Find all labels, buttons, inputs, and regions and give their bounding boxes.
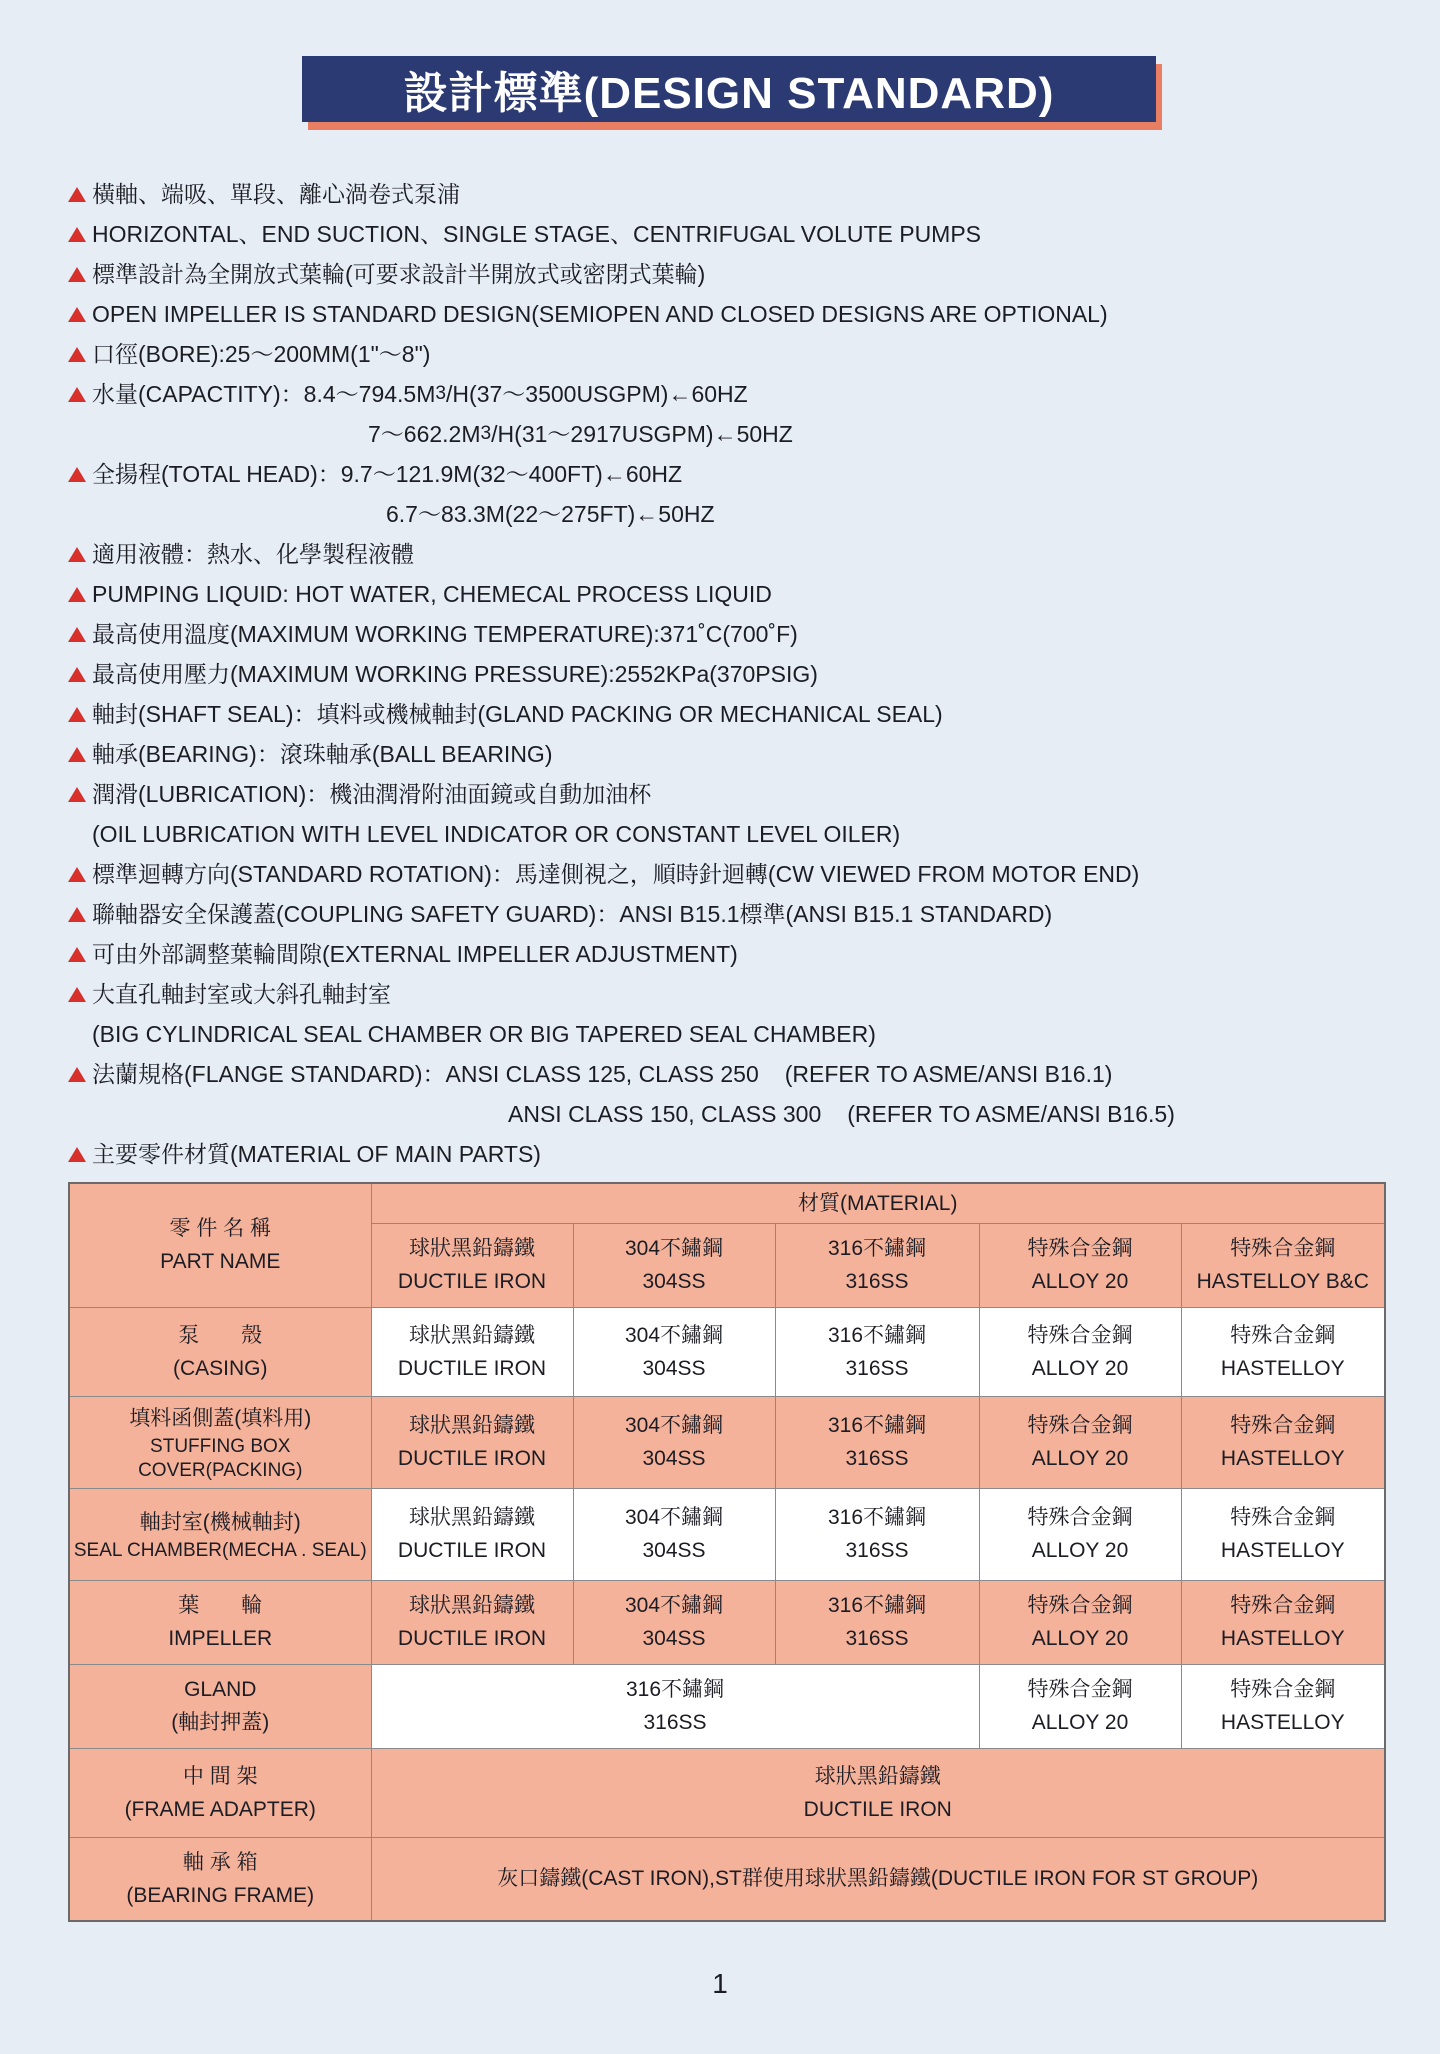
spec-item-capacity-60hz: 水量(CAPACTITY)：8.4～794.5M 3 /H(37～3500USGPM)←60HZ — [68, 374, 1398, 414]
title-banner — [302, 56, 1162, 128]
column-header: 304不鏽鋼 304SS — [573, 1223, 775, 1307]
page-title: 設計標準(DESIGN STANDARD) — [302, 56, 1156, 122]
bullet-triangle-icon — [68, 707, 86, 722]
spec-item: PUMPING LIQUID: HOT WATER, CHEMECAL PROCESS LIQUID — [68, 574, 1398, 614]
bullet-triangle-icon — [68, 947, 86, 962]
bullet-triangle-icon — [68, 547, 86, 562]
bullet-triangle-icon — [68, 787, 86, 802]
bullet-triangle-icon — [68, 187, 86, 202]
column-header: 特殊合金鋼 ALLOY 20 — [979, 1223, 1181, 1307]
part-name-cell: 軸 承 箱 (BEARING FRAME) — [69, 1837, 371, 1921]
spec-item: 最高使用溫度(MAXIMUM WORKING TEMPERATURE):371˚C(700˚F) — [68, 614, 1398, 654]
spec-item-continuation: (OIL LUBRICATION WITH LEVEL INDICATOR OR CONSTANT LEVEL OILER) — [92, 821, 901, 847]
table-row-stuffing-box — [69, 1396, 1385, 1488]
material-cell: 特殊合金鋼 ALLOY 20 — [979, 1488, 1181, 1580]
material-cell: 316不鏽鋼 316SS — [775, 1396, 979, 1488]
bullet-triangle-icon — [68, 627, 86, 642]
part-name-cell: 軸封室(機械軸封) SEAL CHAMBER(MECHA . SEAL) — [69, 1488, 371, 1580]
material-cell: 特殊合金鋼 HASTELLOY — [1181, 1396, 1385, 1488]
table-row-frame-adapter — [69, 1748, 1385, 1837]
material-cell: 316不鏽鋼 316SS — [371, 1664, 979, 1748]
header-material: 材質(MATERIAL) — [371, 1183, 1385, 1223]
spec-item: 潤滑(LUBRICATION)：機油潤滑附油面鏡或自動加油杯 — [68, 774, 1398, 814]
spec-item: 可由外部調整葉輪間隙(EXTERNAL IMPELLER ADJUSTMENT) — [68, 934, 1398, 974]
bullet-triangle-icon — [68, 387, 86, 402]
bullet-triangle-icon — [68, 667, 86, 682]
table-row-bearing-frame — [69, 1837, 1385, 1921]
spec-item: 橫軸、端吸、單段、離心渦卷式泵浦 — [68, 174, 1398, 214]
spec-item-continuation: (BIG CYLINDRICAL SEAL CHAMBER OR BIG TAPERED SEAL CHAMBER) — [92, 1021, 876, 1047]
material-cell: 特殊合金鋼 ALLOY 20 — [979, 1664, 1181, 1748]
spec-list — [68, 174, 1398, 1174]
material-cell: 316不鏽鋼 316SS — [775, 1580, 979, 1664]
material-cell: 特殊合金鋼 HASTELLOY — [1181, 1307, 1385, 1396]
material-cell: 球狀黑鉛鑄鐵 DUCTILE IRON — [371, 1580, 573, 1664]
bullet-triangle-icon — [68, 307, 86, 322]
header-part-name: 零 件 名 稱 PART NAME — [69, 1183, 371, 1307]
bullet-triangle-icon — [68, 987, 86, 1002]
material-cell: 304不鏽鋼 304SS — [573, 1307, 775, 1396]
material-cell: 304不鏽鋼 304SS — [573, 1580, 775, 1664]
material-cell: 特殊合金鋼 ALLOY 20 — [979, 1307, 1181, 1396]
table-row-casing — [69, 1307, 1385, 1396]
part-name-cell: 泵 殼 (CASING) — [69, 1307, 371, 1396]
spec-item: 軸封(SHAFT SEAL)：填料或機械軸封(GLAND PACKING OR MECHANICAL SEAL) — [68, 694, 1398, 734]
material-cell: 特殊合金鋼 HASTELLOY — [1181, 1580, 1385, 1664]
spec-item: 適用液體：熱水、化學製程液體 — [68, 534, 1398, 574]
bullet-triangle-icon — [68, 1067, 86, 1082]
material-cell: 304不鏽鋼 304SS — [573, 1396, 775, 1488]
bullet-triangle-icon — [68, 1147, 86, 1162]
spec-item-head-60hz: 全揚程(TOTAL HEAD)：9.7～121.9M(32～400FT)←60HZ — [68, 454, 1398, 494]
bullet-triangle-icon — [68, 867, 86, 882]
page-number: 1 — [712, 1968, 728, 1999]
material-cell: 316不鏽鋼 316SS — [775, 1307, 979, 1396]
part-name-cell: 葉 輪 IMPELLER — [69, 1580, 371, 1664]
spec-item-flange: 法蘭規格(FLANGE STANDARD)：ANSI CLASS 125, CLASS 250 (REFER TO ASME/ANSI B16.1) — [68, 1054, 1398, 1094]
bullet-triangle-icon — [68, 587, 86, 602]
spec-item: 聯軸器安全保護蓋(COUPLING SAFETY GUARD)：ANSI B15.1標準(ANSI B15.1 STANDARD) — [68, 894, 1398, 934]
column-header: 316不鏽鋼 316SS — [775, 1223, 979, 1307]
spec-item: HORIZONTAL、END SUCTION、SINGLE STAGE、CENTRIFUGAL VOLUTE PUMPS — [68, 214, 1398, 254]
column-header: 球狀黑鉛鑄鐵 DUCTILE IRON — [371, 1223, 573, 1307]
column-header: 特殊合金鋼 HASTELLOY B&C — [1181, 1223, 1385, 1307]
material-cell: 球狀黑鉛鑄鐵 DUCTILE IRON — [371, 1748, 1385, 1837]
material-cell: 球狀黑鉛鑄鐵 DUCTILE IRON — [371, 1488, 573, 1580]
table-row-impeller — [69, 1580, 1385, 1664]
spec-item-head-50hz: 6.7～83.3M(22～275FT)←50HZ — [386, 501, 715, 527]
material-cell: 316不鏽鋼 316SS — [775, 1488, 979, 1580]
bullet-triangle-icon — [68, 747, 86, 762]
material-cell: 灰口鑄鐵(CAST IRON),ST群使用球狀黑鉛鑄鐵(DUCTILE IRON FOR ST GROUP) — [371, 1837, 1385, 1921]
spec-item: OPEN IMPELLER IS STANDARD DESIGN(SEMIOPEN AND CLOSED DESIGNS ARE OPTIONAL) — [68, 294, 1398, 334]
part-name-cell: GLAND (軸封押蓋) — [69, 1664, 371, 1748]
material-cell: 球狀黑鉛鑄鐵 DUCTILE IRON — [371, 1307, 573, 1396]
material-cell: 特殊合金鋼 HASTELLOY — [1181, 1488, 1385, 1580]
spec-item: 標準設計為全開放式葉輪(可要求設計半開放式或密閉式葉輪) — [68, 254, 1398, 294]
spec-item: 最高使用壓力(MAXIMUM WORKING PRESSURE):2552KPa(370PSIG) — [68, 654, 1398, 694]
spec-item-capacity-50hz: 7～662.2M 3 /H(31～2917USGPM)←50HZ — [368, 421, 793, 447]
table-row-seal-chamber — [69, 1488, 1385, 1580]
bullet-triangle-icon — [68, 907, 86, 922]
spec-item: 口徑(BORE):25～200MM(1"～8") — [68, 334, 1398, 374]
spec-item: 軸承(BEARING)：滾珠軸承(BALL BEARING) — [68, 734, 1398, 774]
bullet-triangle-icon — [68, 227, 86, 242]
material-cell: 球狀黑鉛鑄鐵 DUCTILE IRON — [371, 1396, 573, 1488]
bullet-triangle-icon — [68, 467, 86, 482]
table-row-gland — [69, 1664, 1385, 1748]
spec-item: 主要零件材質(MATERIAL OF MAIN PARTS) — [68, 1134, 1398, 1174]
spec-item: 標準迴轉方向(STANDARD ROTATION)：馬達側視之，順時針迴轉(CW VIEWED FROM MOTOR END) — [68, 854, 1398, 894]
material-cell: 特殊合金鋼 HASTELLOY — [1181, 1664, 1385, 1748]
part-name-cell: 填料函側蓋(填料用) STUFFING BOX COVER(PACKING) — [69, 1396, 371, 1488]
bullet-triangle-icon — [68, 347, 86, 362]
material-cell: 304不鏽鋼 304SS — [573, 1488, 775, 1580]
spec-item: 大直孔軸封室或大斜孔軸封室 — [68, 974, 1398, 1014]
bullet-triangle-icon — [68, 267, 86, 282]
part-name-cell: 中 間 架 (FRAME ADAPTER) — [69, 1748, 371, 1837]
material-cell: 特殊合金鋼 ALLOY 20 — [979, 1396, 1181, 1488]
material-cell: 特殊合金鋼 ALLOY 20 — [979, 1580, 1181, 1664]
material-table — [68, 1182, 1386, 1922]
spec-item-flange-continuation: ANSI CLASS 150, CLASS 300 (REFER TO ASME/ANSI B16.5) — [508, 1101, 1175, 1127]
